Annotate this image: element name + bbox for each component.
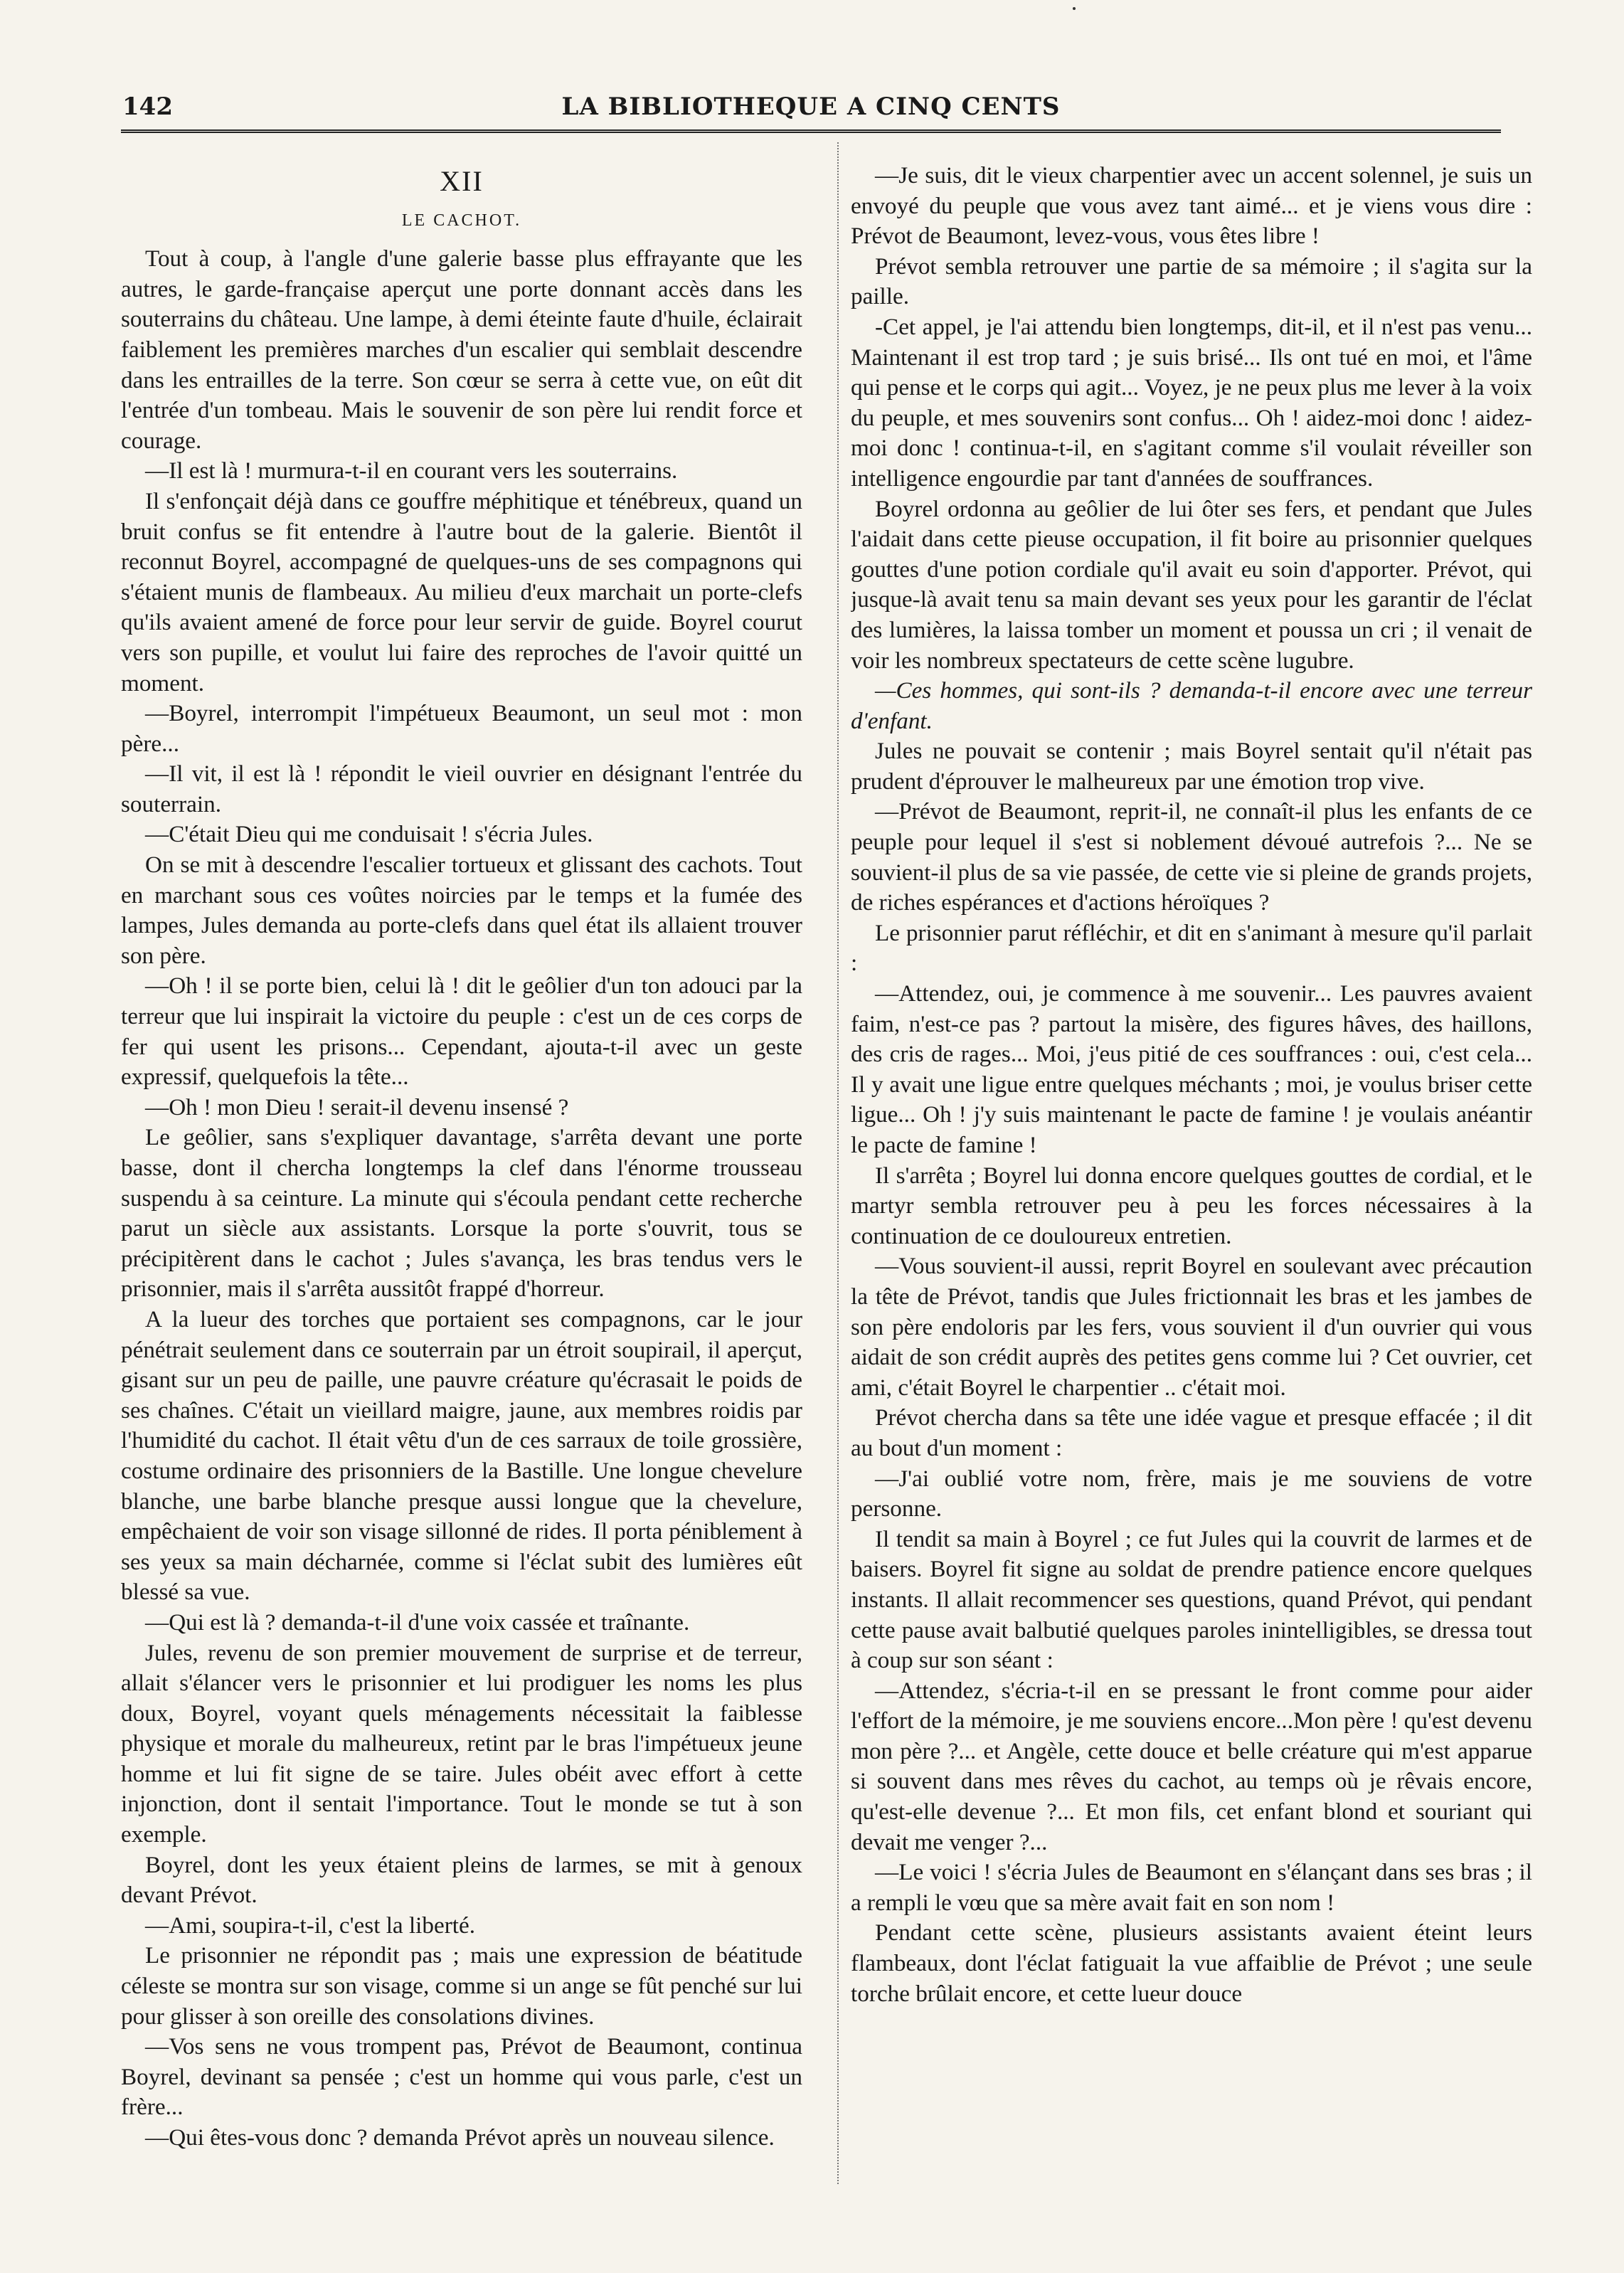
paragraph: —Il vit, il est là ! répondit le vieil ouvrier en désignant l'entrée du souterrain. — [121, 761, 802, 817]
paragraph: —Attendez, oui, je commence à me souvenir... Les pauvres avaient faim, n'est-ce pas ? partout la misère, des figures hâves, des haillons, des cris de rages... Moi, j'eus pitié de ces souffrances : oui, c'est cela... Il y avait une ligue entre quelques méchants ; moi, je voulus briser cette ligue... Oh ! j'y suis maintenant le pacte de famine ! je voulais anéantir le pacte de famine ! — [851, 980, 1532, 1158]
paragraph: —Attendez, s'écria-t-il en se pressant le front comme pour aider l'effort de la mémoire, je me souviens encore...Mon père ! qu'est devenu mon père ?... et Angèle, cette douce et belle créature qui m'est apparue si souvent dans mes rêves du cachot, au temps où je rêvais encore, qu'est-elle devenue ?... Et mon fils, cet enfant blond et souriant qui devait me venger ?... — [851, 1677, 1532, 1855]
paragraph: —Qui êtes-vous donc ? demanda Prévot après un nouveau silence. — [145, 2124, 775, 2151]
paragraph: Il s'enfonçait déjà dans ce gouffre méphitique et ténébreux, quand un bruit confus se fit entendre à l'autre bout de la galerie. Bientôt il reconnut Boyrel, accompagné de quelques-uns de ses compagnons qui s'étaient munis de flambeaux. Au milieu d'eux marchait un porte-clefs qu'ils avaient amené de force pour leur servir de guide. Boyrel courut vers son pupille, et voulut lui faire des reproches de l'avoir quitté un moment. — [121, 487, 802, 696]
column-rule — [837, 142, 839, 2184]
running-title: LA BIBLIOTHEQUE A CINQ CENTS — [561, 92, 1061, 121]
paragraph: —Boyrel, interrompit l'impétueux Beaumont, un seul mot : mon père... — [121, 700, 802, 757]
page-header — [121, 90, 1501, 133]
paragraph: —Le voici ! s'écria Jules de Beaumont en s'élançant dans ses bras ; il a rempli le vœu que sa mère avait fait en son nom ! — [851, 1859, 1532, 1916]
paragraph: Prévot sembla retrouver une partie de sa mémoire ; il s'agita sur la paille. — [851, 253, 1532, 310]
paragraph: —Il est là ! murmura-t-il en courant vers les souterrains. — [145, 457, 678, 484]
paragraph: Le geôlier, sans s'expliquer davantage, s'arrêta devant une porte basse, dont il chercha longtemps la clef dans l'énorme trousseau suspendu à sa ceinture. La minute qui s'écoula pendant cette recherche parut un siècle aux assistants. Lorsque la porte s'ouvrit, tous se précipitèrent dans le cachot ; Jules s'avança, les bras tendus vers le prisonnier, mais il s'arrêta aussitôt frappé d'horreur. — [121, 1124, 802, 1303]
paragraph: —Je suis, dit le vieux charpentier avec un accent solennel, je suis un envoyé du peuple que vous avez tant aimé... et je viens vous dire : Prévot de Beaumont, levez-vous, vous êtes libre ! — [851, 162, 1532, 250]
chapter-title: LE CACHOT. — [401, 211, 522, 230]
page-number: 142 — [122, 92, 173, 121]
paragraph: —Ami, soupira-t-il, c'est la liberté. — [145, 1912, 476, 1939]
paragraph: Le prisonnier parut réfléchir, et dit en s'animant à mesure qu'il parlait : — [851, 919, 1532, 977]
chapter-number: XII — [440, 165, 484, 197]
paragraph: On se mit à descendre l'escalier tortueux et glissant des cachots. Tout en marchant sous ces voûtes noircies par le temps et la fumée des lampes, Jules demanda au porte-clefs dans quel état ils allaient trouver son père. — [121, 852, 802, 969]
paragraph: Prévot chercha dans sa tête une idée vague et presque effacée ; il dit au bout d'un moment : — [851, 1404, 1532, 1461]
left-column — [121, 161, 802, 2174]
paragraph: Boyrel, dont les yeux étaient pleins de larmes, se mit à genoux devant Prévot. — [121, 1851, 802, 1909]
right-column — [851, 161, 1532, 2174]
paragraph: Il tendit sa main à Boyrel ; ce fut Jules qui la couvrit de larmes et de baisers. Boyrel fit signe au soldat de prendre patience encore quelques instants. Il allait recommencer ses questions, quand Prévot, qui pendant cette pause avait balbutié quelques paroles inintelligibles, se dressa tout à coup sur son séant : — [851, 1525, 1532, 1674]
ink-speck — [1073, 7, 1076, 10]
paragraph: Pendant cette scène, plusieurs assistants avaient éteint leurs flambeaux, dont l'éclat fatiguait la vue affaiblie de Prévot ; une seule torche brûlait encore, et cette lueur douce — [851, 1919, 1532, 2007]
paragraph: —Qui est là ? demanda-t-il d'une voix cassée et traînante. — [145, 1609, 690, 1636]
paragraph: —J'ai oublié votre nom, frère, mais je me souviens de votre personne. — [851, 1465, 1532, 1522]
paragraph: —Oh ! il se porte bien, celui là ! dit le geôlier d'un ton adouci par la terreur que lui inspirait la victoire du peuple : c'est un de ces corps de fer qui usent les prisons... Cependant, ajouta-t-il avec un geste expressif, quelquefois la tête... — [121, 973, 802, 1091]
paragraph: —Vous souvient-il aussi, reprit Boyrel en soulevant avec précaution la tête de Prévot, tandis que Jules frictionnait les bras et les jambes de son père endoloris par les fers, vous souvient il d'un ouvrier qui vous aidait de son crédit auprès des petites gens comme lui ? Cet ouvrier, cet ami, c'était Boyrel le charpentier .. c'était moi. — [851, 1253, 1532, 1401]
paragraph: —Vos sens ne vous trompent pas, Prévot de Beaumont, continua Boyrel, devinant sa pensée ; c'est un homme qui vous parle, c'est un frère... — [121, 2033, 802, 2121]
paragraph: Il s'arrêta ; Boyrel lui donna encore quelques gouttes de cordial, et le martyr sembla retrouver peu à peu les forces nécessaires à la continuation de ce douloureux entretien. — [851, 1162, 1532, 1249]
paragraph: —C'était Dieu qui me conduisait ! s'écria Jules. — [145, 821, 593, 848]
paragraph: —Ces hommes, qui sont-ils ? demanda-t-il encore avec une terreur d'enfant. — [851, 677, 1532, 734]
paragraph: Jules, revenu de son premier mouvement de surprise et de terreur, allait s'élancer vers le prisonnier et lui prodiguer les noms les plus doux, Boyrel, voyant quels ménagements nécessitait la faiblesse physique et morale du malheureux, retint par le bras l'impétueux jeune homme et lui fit signe de se taire. Jules obéit avec effort à cette injonction, dont il sentait l'importance. Tout le monde se tut à son exemple. — [121, 1639, 802, 1848]
paragraph: -Cet appel, je l'ai attendu bien longtemps, dit-il, et il n'est pas venu... Maintenant il est trop tard ; je suis brisé... Ils ont tué en moi, et l'âme qui pense et le corps qui agit... Voyez, je ne peux plus me lever à la voix du peuple, et mes souvenirs sont confus... Oh ! aidez-moi donc ! aidez-moi donc ! continua-t-il, en s'agitant comme s'il voulait réveiller son intelligence engourdie par tant d'années de souffrances. — [851, 313, 1532, 492]
paragraph: Boyrel ordonna au geôlier de lui ôter ses fers, et pendant que Jules l'aidait dans cette pieuse occupation, il fit boire au prisonnier quelques gouttes d'une potion cordiale qu'il avait eu soin d'apporter. Prévot, qui jusque-là avait tenu sa main devant ses yeux pour les garantir de l'éclat des lumières, la laissa tomber un moment et poussa un cri ; il venait de voir les nombreux spectateurs de cette scène lugubre. — [851, 495, 1532, 674]
paragraph: —Oh ! mon Dieu ! serait-il devenu insensé ? — [145, 1093, 569, 1120]
paragraph: Le prisonnier ne répondit pas ; mais une expression de béatitude céleste se montra sur son visage, comme si un ange se fût penché sur lui pour glisser à son oreille des consolations divines. — [121, 1942, 802, 2030]
paragraph: A la lueur des torches que portaient ses compagnons, car le jour pénétrait seulement dans ce souterrain par un étroit soupirail, il aperçut, gisant sur un peu de paille, une pauvre créature qu'écrasait le poids de ses chaînes. C'était un vieillard maigre, jaune, aux membres roidis par l'humidité du cachot. Il était vêtu d'un de ces sarraux de toile grossière, costume ordinaire des prisonniers de la Bastille. Une longue chevelure blanche, une barbe blanche presque aussi longue que la chevelure, empêchaient de voir son visage sillonné de rides. Il porta péniblement à ses yeux sa main décharnée, comme si l'éclat subit des lumières eût blessé sa vue. — [121, 1305, 802, 1606]
paragraph: —Prévot de Beaumont, reprit-il, ne connaît-il plus les enfants de ce peuple pour lequel il s'est si noblement dévoué autrefois ?... Ne se souvient-il plus de sa vie passée, de cette vie si pleine de grands projets, de riches espérances et d'actions héroïques ? — [851, 798, 1532, 916]
paragraph: Tout à coup, à l'angle d'une galerie basse plus effrayante que les autres, le garde-française aperçut une porte donnant accès dans les souterrains du château. Une lampe, à demi éteinte faute d'huile, éclairait faiblement les premières marches d'un escalier qui semblait descendre dans les entrailles de la terre. Son cœur se serra à cette vue, on eût dit l'entrée d'un tombeau. Mais le souvenir de son père lui rendit force et courage. — [121, 245, 802, 454]
paragraph: Jules ne pouvait se contenir ; mais Boyrel sentait qu'il n'était pas prudent d'éprouver le malheureux par une émotion trop vive. — [851, 738, 1532, 795]
